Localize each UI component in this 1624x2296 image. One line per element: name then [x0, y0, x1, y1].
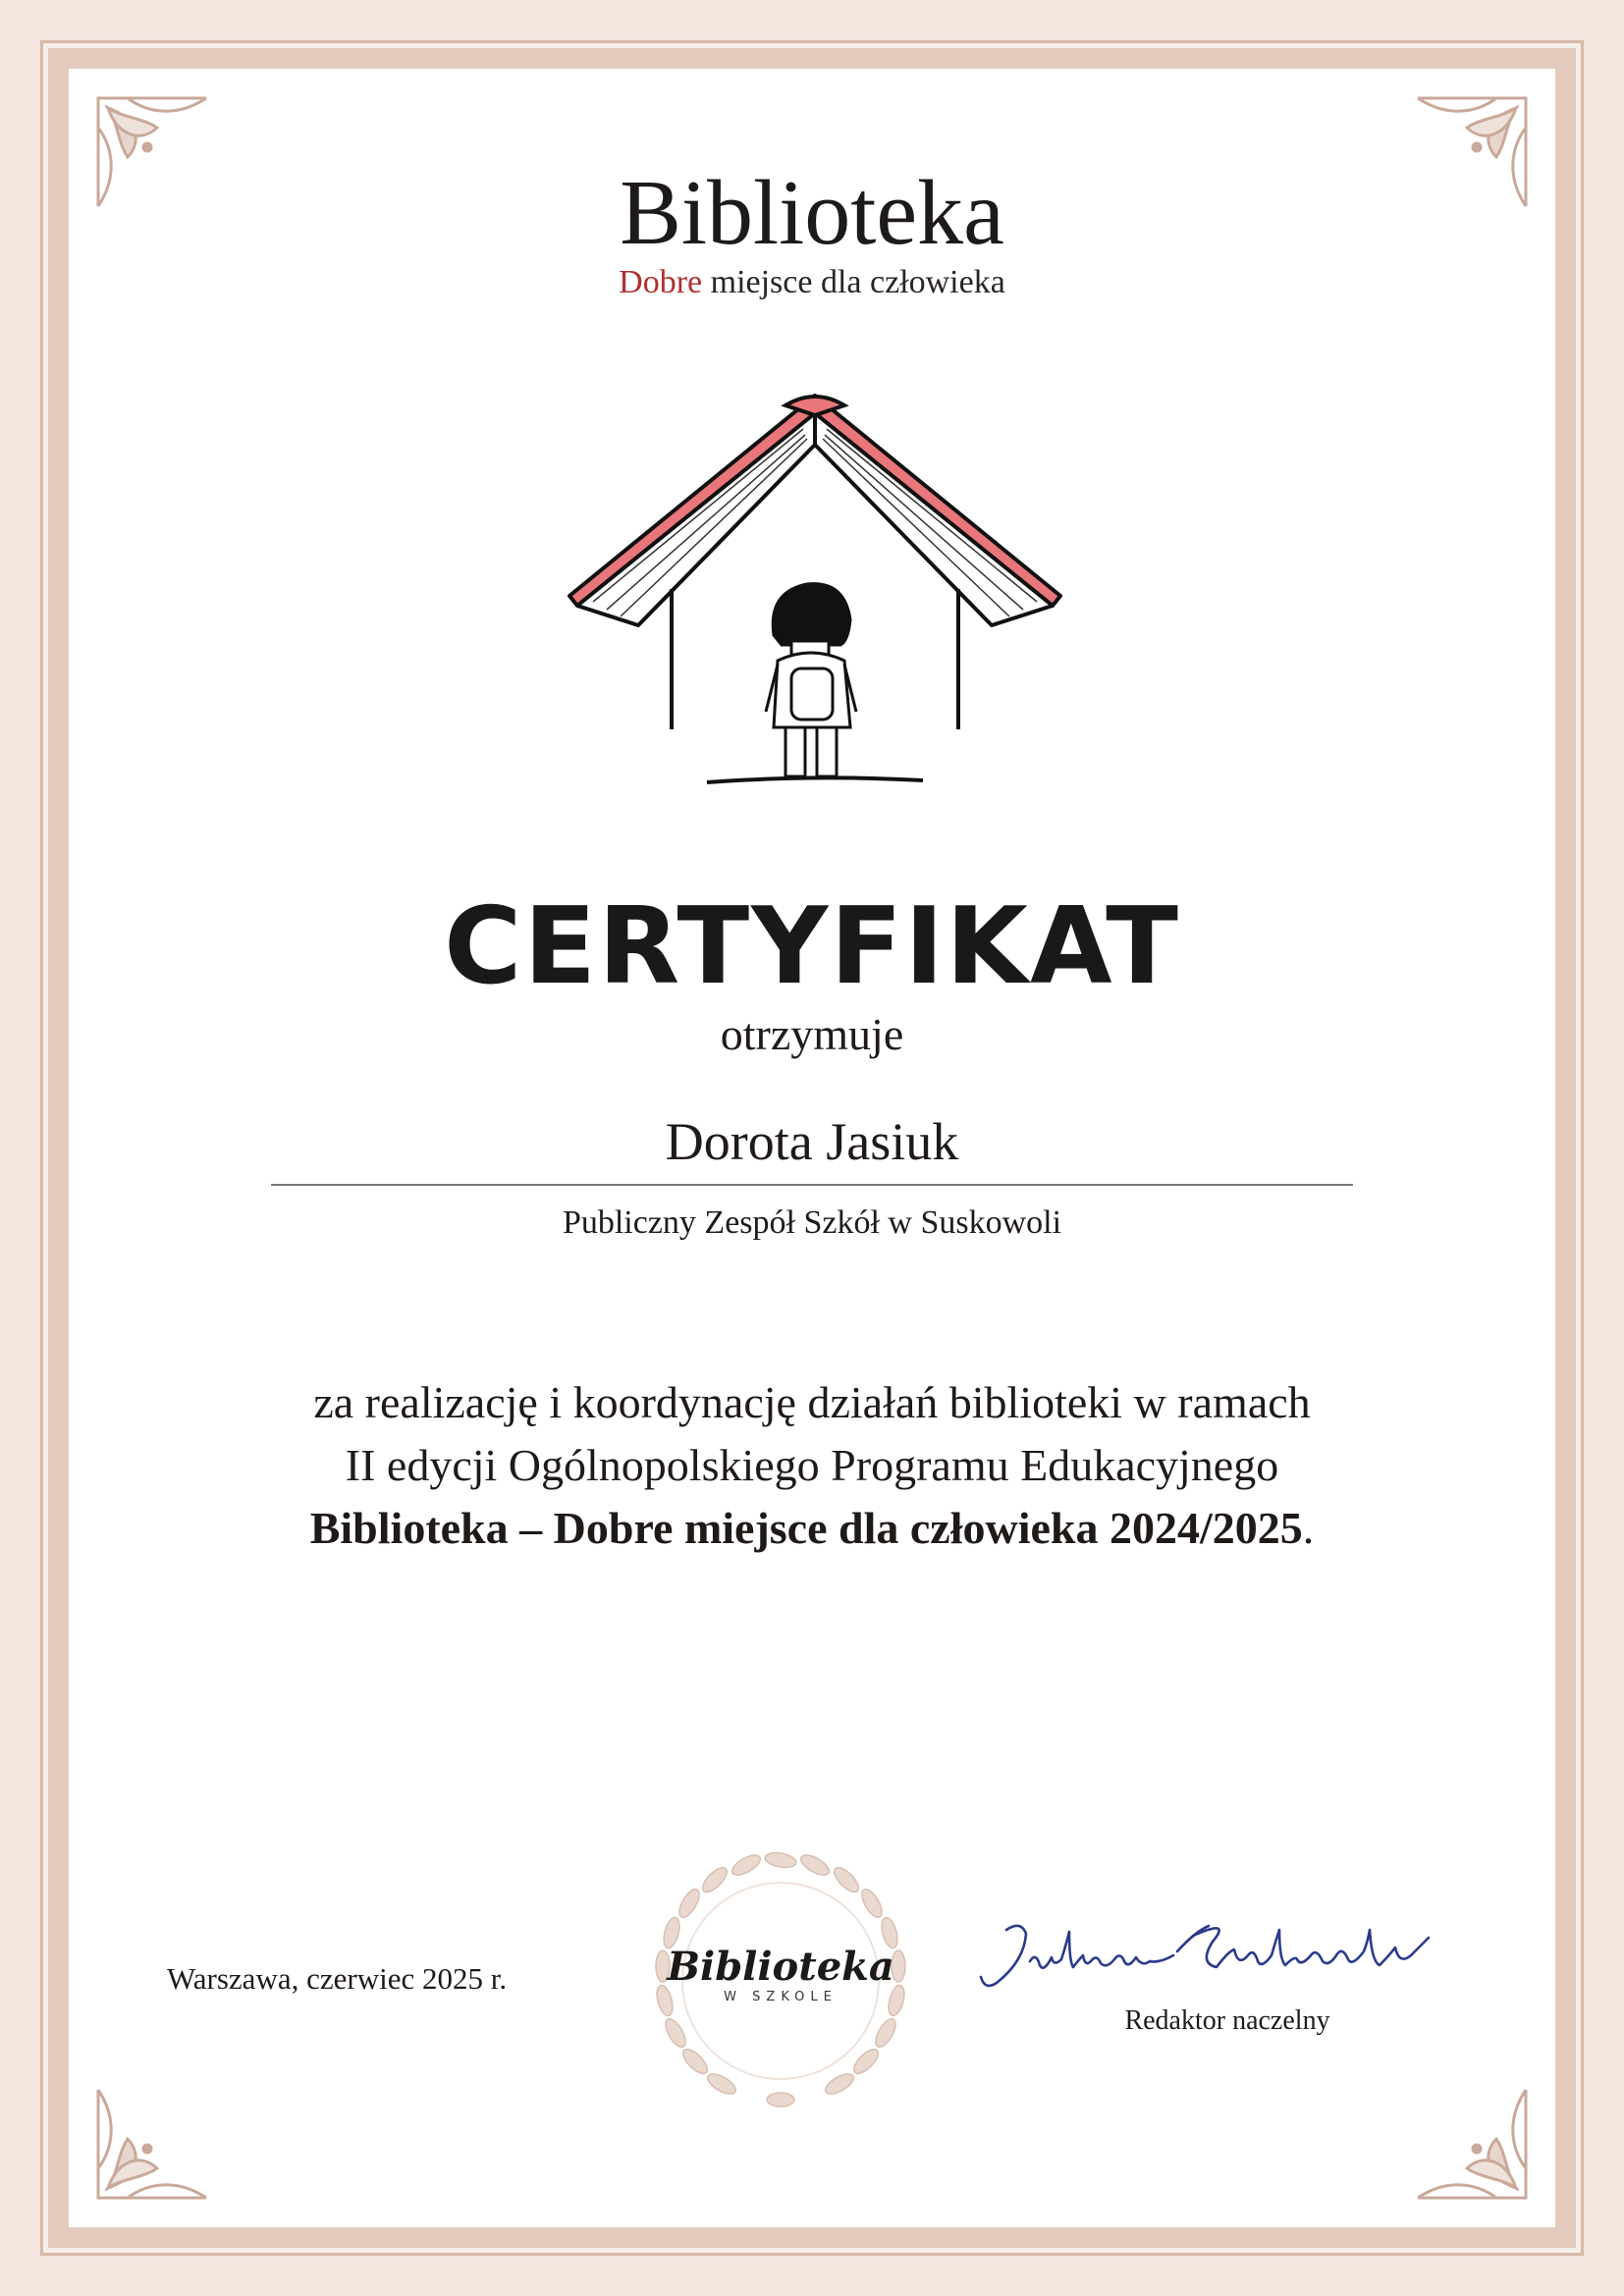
book-roof-child-illustration: [550, 388, 1080, 800]
seal-subtitle: W SZKOLE: [724, 1990, 838, 2004]
place-date: Warszawa, czerwiec 2025 r.: [167, 1961, 508, 1996]
tagline-accent: Dobre: [619, 264, 703, 300]
seal-title: Biblioteka: [667, 1944, 894, 1990]
tagline-rest: miejsce dla człowieka: [710, 264, 1005, 300]
reason-line-3: [0, 1497, 1624, 1560]
header-tagline: [0, 261, 1624, 304]
reason-line-2: II edycji Ogólnopolskiego Programu Edukacyjnego: [345, 1440, 1279, 1490]
name-underline: [271, 1184, 1353, 1186]
signature-role: Redaktor naczelny: [1124, 2005, 1330, 2036]
header-title: Biblioteka: [620, 162, 1004, 264]
program-name: Biblioteka – Dobre miejsce dla człowieka 2024/2025: [309, 1503, 1303, 1553]
award-reason: [0, 1371, 1624, 1560]
reason-line-1: za realizację i koordynację działań biblioteki w ramach: [313, 1377, 1311, 1427]
corner-ornament-icon: [88, 2080, 216, 2208]
corner-ornament-icon: [1408, 2080, 1536, 2208]
recipient-name: Dorota Jasiuk: [665, 1112, 959, 1171]
reason-line-3-end: .: [1302, 1503, 1315, 1553]
institution-name: Publiczny Zespół Szkół w Suskowoli: [562, 1204, 1062, 1241]
certificate-heading: CERTYFIKAT: [444, 885, 1180, 1008]
handwritten-signature: [967, 1912, 1458, 2001]
receives-label: otrzymuje: [720, 1009, 904, 1059]
